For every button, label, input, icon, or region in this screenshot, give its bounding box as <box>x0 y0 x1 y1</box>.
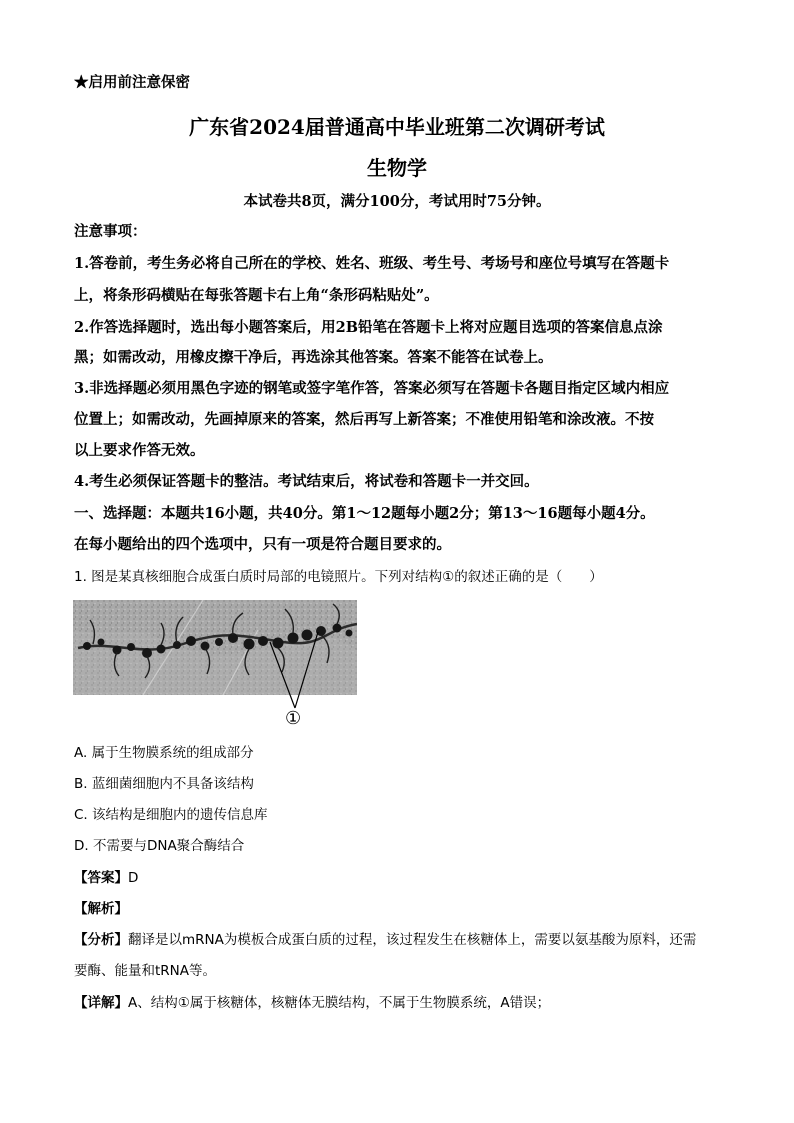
option-c: C. 该结构是细胞内的遗传信息库 <box>74 807 268 823</box>
structure-label: ① <box>285 708 302 729</box>
section-heading: 一、选择题：本题共16小题，共40分。第1～12题每小题2分；第13～16题每小题4分。 <box>74 505 655 522</box>
analysis-line <box>74 899 128 919</box>
fenxi-line <box>74 930 696 950</box>
note-line: 1.答卷前，考生务必将自己所在的学校、姓名、班级、考生号、考场号和座位号填写在答题卡 <box>74 255 670 272</box>
detail-line <box>74 993 550 1013</box>
note-line: 3.非选择题必须用黑色字迹的钢笔或签字笔作答，答案必须写在答题卡各题目指定区域内相应 <box>74 380 670 397</box>
note-line: 4.考生必须保证答题卡的整洁。考试结束后，将试卷和答题卡一并交回。 <box>74 473 539 490</box>
note-line: 黑；如需改动，用橡皮擦干净后，再选涂其他答案。答案不能答在试卷上。 <box>74 349 553 366</box>
option-d: D. 不需要与DNA聚合酶结合 <box>74 838 245 854</box>
note-line: 位置上；如需改动，先画掉原来的答案，然后再写上新答案；不准使用铅笔和涂改液。不按 <box>74 411 654 428</box>
note-line: 2.作答选择题时，选出每小题答案后，用2B铅笔在答题卡上将对应题目选项的答案信息点涂 <box>74 319 663 336</box>
exam-title: 广东省2024届普通高中毕业班第二次调研考试 <box>189 115 605 139</box>
section-instruction: 在每小题给出的四个选项中，只有一项是符合题目要求的。 <box>74 536 451 553</box>
confidential-notice: ★启用前注意保密 <box>74 74 190 91</box>
fenxi-text: 翻译是以mRNA为模板合成蛋白质的过程，该过程发生在核糖体上，需要以氨基酸为原料，还需 <box>128 932 697 948</box>
detail-text: A、结构①属于核糖体，核糖体无膜结构，不属于生物膜系统，A错误； <box>128 995 551 1011</box>
analysis-tag: 【解析】 <box>74 901 128 917</box>
fenxi-text-continued: 要酶、能量和tRNA等。 <box>74 963 217 979</box>
option-a: A. 属于生物膜系统的组成部分 <box>74 745 254 761</box>
detail-tag: 【详解】 <box>74 995 128 1011</box>
exam-info: 本试卷共8页，满分100分，考试用时75分钟。 <box>243 193 551 210</box>
answer-tag: 【答案】 <box>74 870 128 886</box>
subject-title: 生物学 <box>367 156 427 180</box>
answer-value: D <box>128 870 139 886</box>
question-stem: 1. 图是某真核细胞合成蛋白质时局部的电镜照片。下列对结构①的叙述正确的是（ ） <box>74 569 603 585</box>
notes-heading: 注意事项： <box>74 223 147 240</box>
fenxi-tag: 【分析】 <box>74 932 128 948</box>
note-line: 上，将条形码横贴在每张答题卡右上角“条形码粘贴处”。 <box>74 287 439 304</box>
note-line: 以上要求作答无效。 <box>74 442 205 459</box>
option-b: B. 蓝细菌细胞内不具备该结构 <box>74 776 254 792</box>
answer-line <box>74 868 138 888</box>
